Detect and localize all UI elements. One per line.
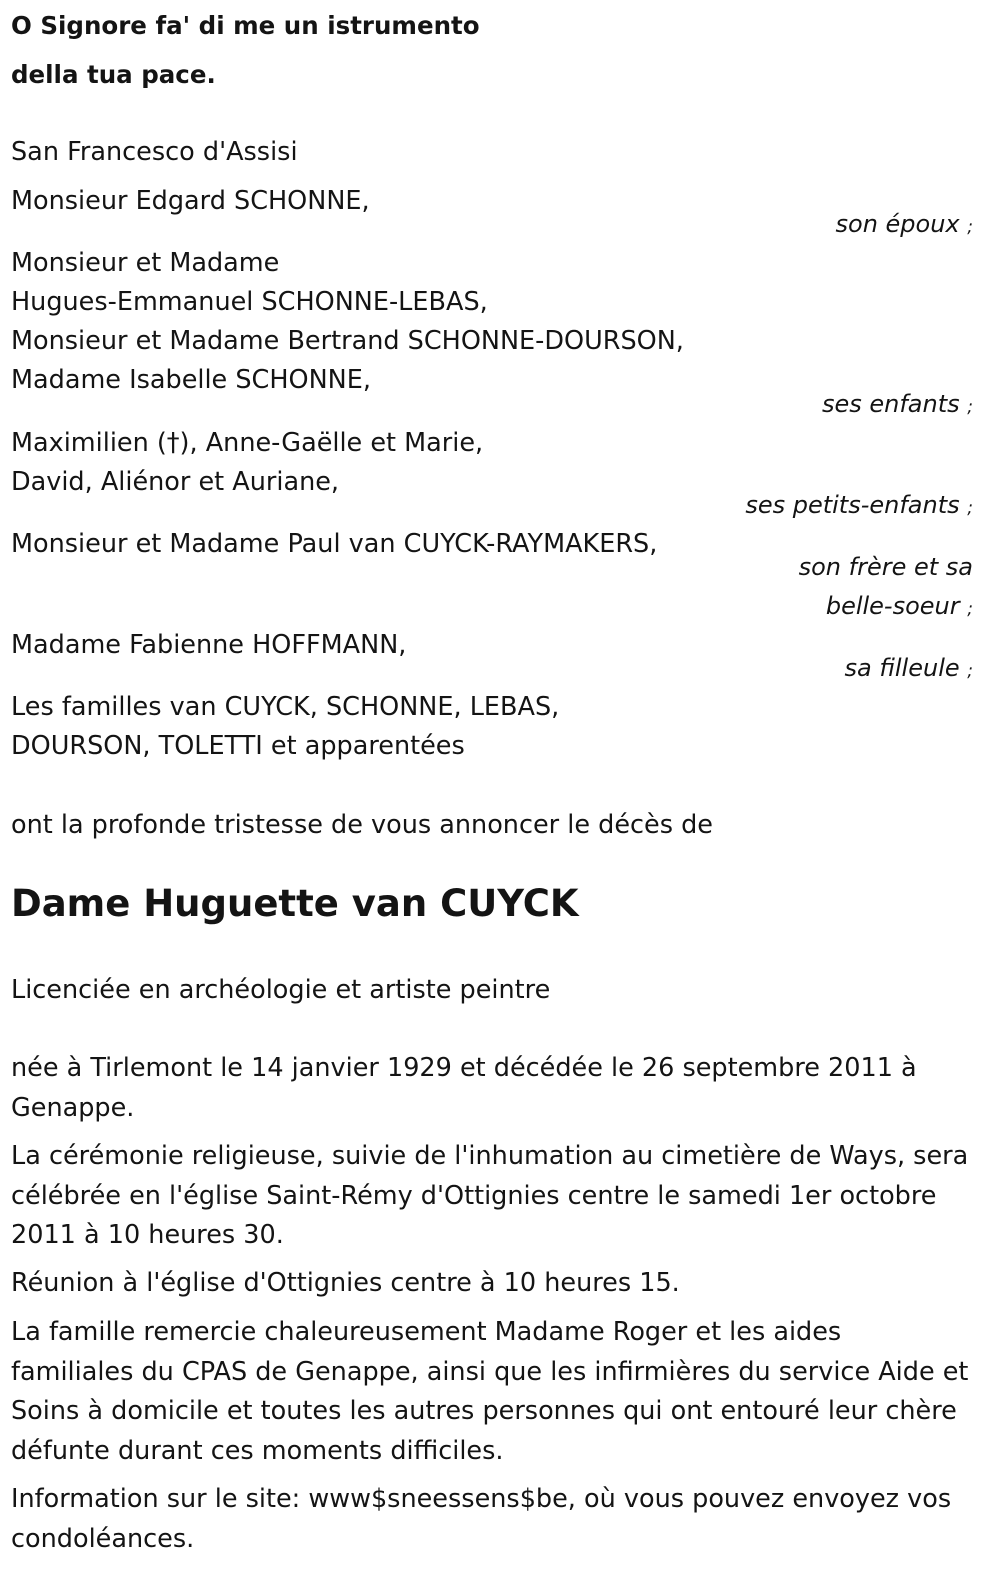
birth-death-paragraph: née à Tirlemont le 14 janvier 1929 et décédée le 26 septembre 2011 à Genappe. (11, 1053, 917, 1123)
sibling-relation-line-2: belle-soeur ; (825, 592, 973, 620)
thanks-paragraph: La famille remercie chaleureusement Madame Roger et les aides familiales du CPAS de Genappe, ainsi que les infirmières du service Aide et Soins à domicile et toutes les autres personnes qui ont entouré leur chère défunte durant ces moments difficiles. (11, 1317, 969, 1466)
announcement-text: ont la profonde tristesse de vous annoncer le décès de (11, 810, 713, 840)
children-line-4: Madame Isabelle SCHONNE, (11, 365, 371, 395)
children-relation: ses enfants ; (821, 390, 973, 418)
sibling-name: Monsieur et Madame Paul van CUYCK-RAYMAKERS, (11, 529, 658, 559)
meeting-paragraph: Réunion à l'église d'Ottignies centre à 10 heures 15. (11, 1268, 680, 1298)
sibling-relation-line-1: son frère et sa (798, 553, 973, 581)
grandchildren-line-1: Maximilien (†), Anne-Gaëlle et Marie, (11, 428, 484, 458)
ceremony-paragraph: La cérémonie religieuse, suivie de l'inhumation au cimetière de Ways, sera célébrée en l'église Saint-Rémy d'Ottignies centre le samedi 1er octobre 2011 à 10 heures 30. (11, 1141, 969, 1250)
grandchildren-line-2: David, Aliénor et Auriane, (11, 467, 340, 497)
spouse-relation: son époux ; (835, 210, 973, 238)
info-paragraph: Information sur le site: www$sneessens$be, où vous pouvez envoyez vos condoléances. (11, 1484, 952, 1554)
goddaughter-relation: sa filleule ; (844, 654, 973, 682)
deceased-title: Licenciée en archéologie et artiste peintre (11, 975, 551, 1005)
spouse-name: Monsieur Edgard SCHONNE, (11, 186, 370, 216)
goddaughter-name: Madame Fabienne HOFFMANN, (11, 630, 407, 660)
other-families-line-2: DOURSON, TOLETTI et apparentées (11, 731, 465, 761)
children-line-3: Monsieur et Madame Bertrand SCHONNE-DOURSON, (11, 326, 684, 356)
children-line-2: Hugues-Emmanuel SCHONNE-LEBAS, (11, 287, 488, 317)
prayer-line-2: della tua pace. (11, 60, 216, 89)
other-families-line-1: Les familles van CUYCK, SCHONNE, LEBAS, (11, 692, 560, 722)
deceased-name: Dame Huguette van CUYCK (11, 882, 579, 925)
children-line-1: Monsieur et Madame (11, 248, 280, 278)
grandchildren-relation: ses petits-enfants ; (745, 491, 973, 519)
prayer-line-1: O Signore fa' di me un istrumento (11, 11, 480, 40)
prayer-author: San Francesco d'Assisi (11, 137, 298, 167)
